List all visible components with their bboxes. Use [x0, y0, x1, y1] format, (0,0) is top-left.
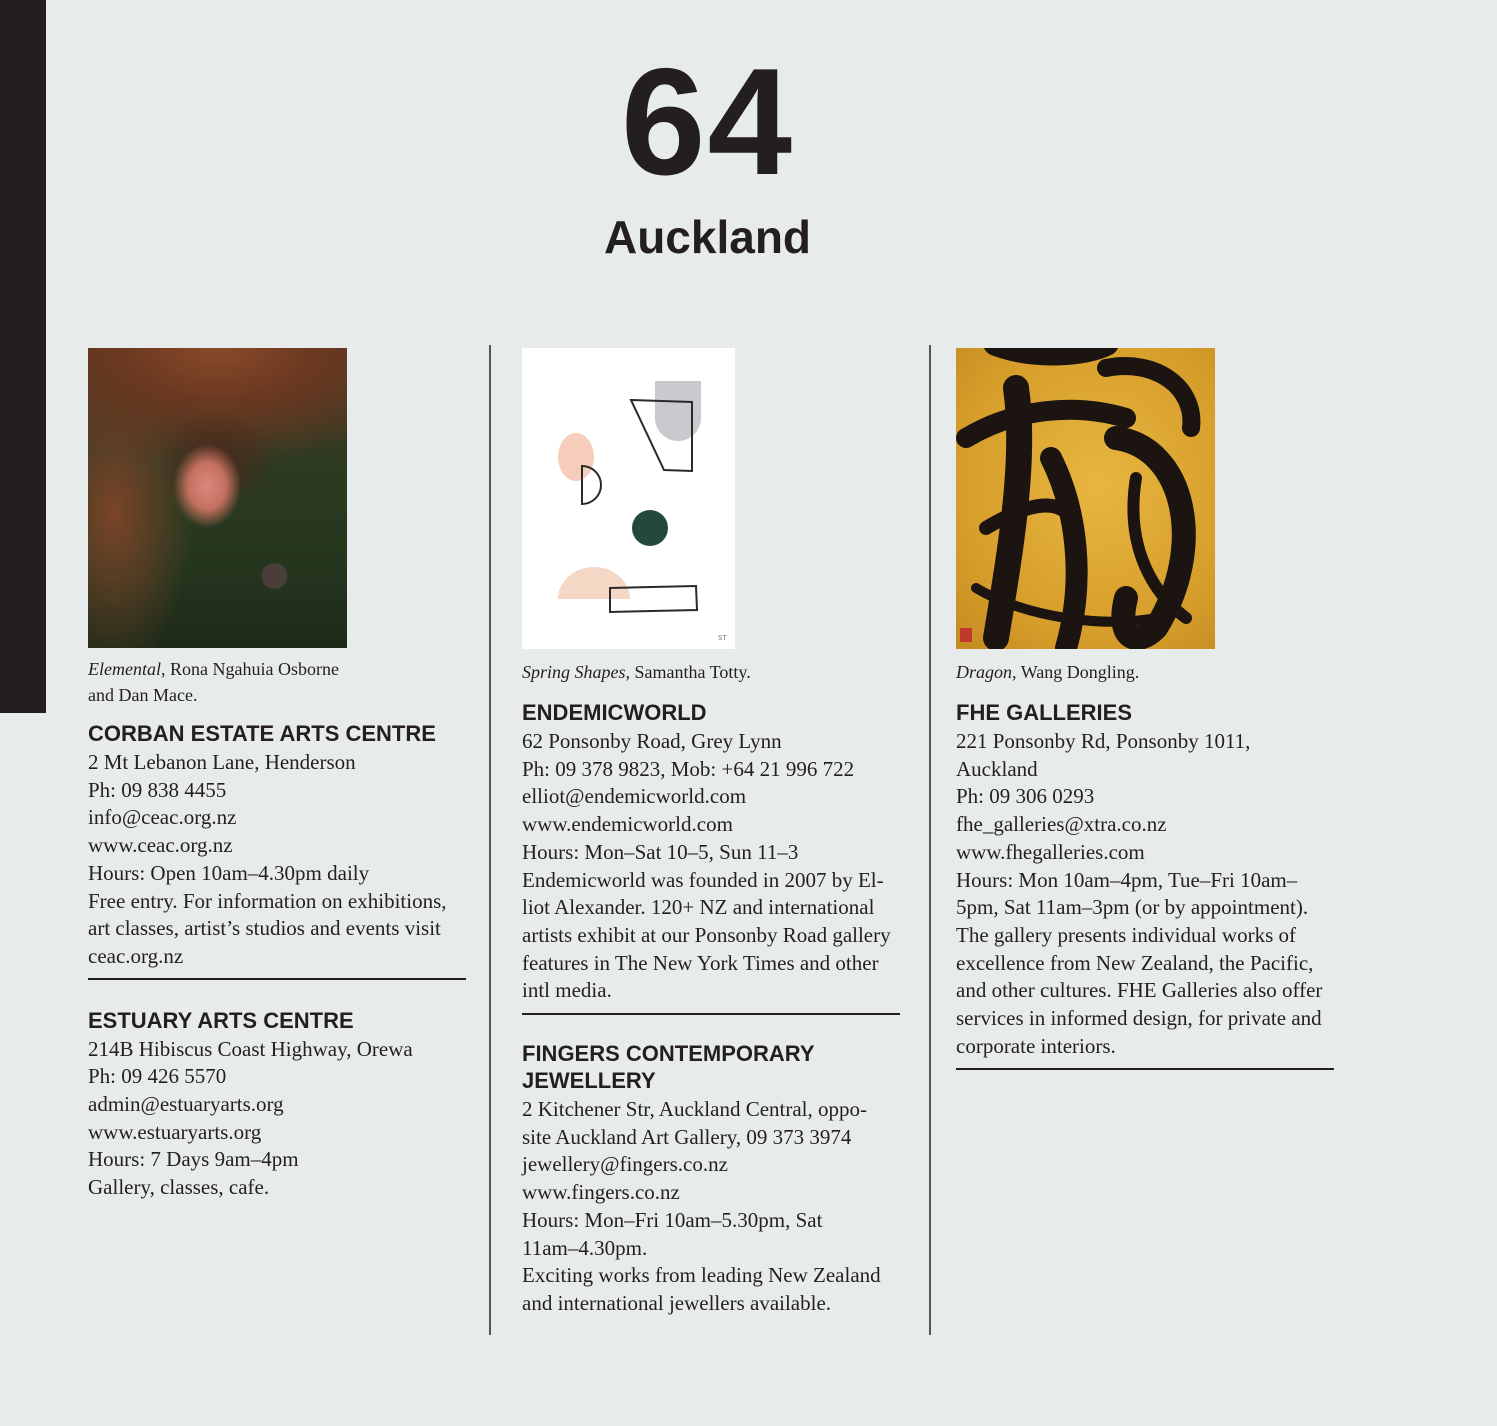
column-2: [522, 348, 900, 1318]
gallery-description-line: Exciting works from leading New Zealand: [522, 1263, 881, 1288]
artwork-caption: [88, 656, 466, 708]
artwork-elemental-image: [88, 348, 347, 648]
gallery-email[interactable]: jewellery@fingers.co.nz: [522, 1152, 728, 1177]
gallery-email[interactable]: info@ceac.org.nz: [88, 805, 237, 830]
artwork-dragon-image: [956, 348, 1215, 649]
gallery-name-line1: FINGERS CONTEMPORARY: [522, 1041, 815, 1067]
spring-shapes-artwork: [522, 348, 735, 649]
entry-divider: [956, 1068, 1334, 1070]
page-number: 64: [620, 37, 795, 207]
artwork-spring-shapes-image: [522, 348, 735, 649]
gallery-website[interactable]: www.endemicworld.com: [522, 812, 733, 837]
gallery-description-line: artists exhibit at our Ponsonby Road gallery: [522, 922, 891, 947]
gallery-hours: Hours: Open 10am–4.30pm daily: [88, 860, 370, 885]
artwork-credit: Samantha Totty.: [630, 662, 751, 682]
gallery-name-line2: JEWELLERY: [522, 1068, 656, 1094]
gallery-email[interactable]: admin@estuaryarts.org: [88, 1092, 284, 1117]
artwork-title: Elemental,: [88, 659, 166, 679]
gallery-description-line: excellence from New Zealand, the Pacific,: [956, 950, 1314, 975]
gallery-phone: Ph: 09 378 9823, Mob: +64 21 996 722: [522, 756, 855, 781]
svg-text:ST: ST: [718, 634, 727, 642]
column-divider: [489, 345, 491, 1335]
gallery-email[interactable]: fhe_galleries@xtra.co.nz: [956, 812, 1167, 837]
gallery-hours: 11am–4.30pm.: [522, 1235, 648, 1260]
gallery-address: site Auckland Art Gallery, 09 373 3974: [522, 1124, 852, 1149]
artwork-credit: Rona Ngahuia Osborne: [165, 659, 339, 679]
gallery-name: ENDEMICWORLD: [522, 700, 707, 725]
artwork-caption: [956, 659, 1334, 685]
gallery-description-line: The gallery presents individual works of: [956, 922, 1296, 947]
artwork-title: Spring Shapes,: [522, 662, 630, 682]
gallery-hours: Hours: Mon 10am–4pm, Tue–Fri 10am–: [956, 867, 1298, 892]
gallery-hours: 5pm, Sat 11am–3pm (or by appointment).: [956, 895, 1309, 920]
column-1: [88, 348, 466, 1202]
gallery-description-line: services in informed design, for private and: [956, 1006, 1322, 1031]
gallery-website[interactable]: www.fingers.co.nz: [522, 1180, 680, 1205]
gallery-name: ESTUARY ARTS CENTRE: [88, 1007, 354, 1033]
region-title: Auckland: [603, 211, 812, 263]
gallery-description-line: corporate interiors.: [956, 1033, 1116, 1058]
gallery-phone: Ph: 09 838 4455: [88, 777, 227, 802]
gallery-description-line: features in The New York Times and other: [522, 950, 879, 975]
artwork-credit-line2: and Dan Mace.: [88, 685, 198, 705]
gallery-description-line: and international jewellers available.: [522, 1290, 832, 1315]
dragon-calligraphy-artwork: [956, 348, 1215, 649]
gallery-address: 62 Ponsonby Road, Grey Lynn: [522, 729, 782, 753]
gallery-description-line: Endemicworld was founded in 2007 by El-: [522, 867, 884, 892]
gallery-address: 221 Ponsonby Rd, Ponsonby 1011, Auckland: [956, 729, 1251, 781]
column-divider: [929, 345, 931, 1335]
gallery-email[interactable]: elliot@endemicworld.com: [522, 784, 747, 809]
gallery-phone: Ph: 09 426 5570: [88, 1064, 227, 1089]
gallery-address: 214B Hibiscus Coast Highway, Orewa: [88, 1036, 413, 1061]
artwork-title: Dragon,: [956, 662, 1017, 682]
artwork-caption: [522, 659, 900, 685]
gallery-description-line: art classes, artist’s studios and events visit: [88, 916, 441, 941]
gallery-hours: Hours: Mon–Fri 10am–5.30pm, Sat: [522, 1207, 823, 1232]
gallery-hours: Hours: Mon–Sat 10–5, Sun 11–3: [522, 839, 799, 864]
gallery-description-line: Gallery, classes, cafe.: [88, 1175, 270, 1200]
gallery-description-line: liot Alexander. 120+ NZ and international: [522, 895, 875, 920]
gallery-address: 2 Kitchener Str, Auckland Central, oppo-: [522, 1097, 867, 1122]
gallery-name: FHE GALLERIES: [956, 700, 1133, 725]
gallery-website[interactable]: www.ceac.org.nz: [88, 833, 233, 858]
gallery-hours: Hours: 7 Days 9am–4pm: [88, 1147, 299, 1172]
gallery-description-line: ceac.org.nz: [88, 943, 184, 968]
gallery-address: 2 Mt Lebanon Lane, Henderson: [88, 750, 356, 774]
gallery-website[interactable]: www.estuaryarts.org: [88, 1119, 262, 1144]
gallery-website[interactable]: www.fhegalleries.com: [956, 839, 1145, 864]
artwork-credit: Wang Dongling.: [1016, 662, 1140, 682]
gallery-description-line: and other cultures. FHE Galleries also offer: [956, 978, 1323, 1003]
gallery-phone: Ph: 09 306 0293: [956, 784, 1095, 809]
gallery-description-line: intl media.: [522, 978, 612, 1003]
gallery-description-line: Free entry. For information on exhibitions,: [88, 888, 447, 913]
column-3: [956, 348, 1334, 1070]
gallery-name: CORBAN ESTATE ARTS CENTRE: [88, 721, 436, 746]
